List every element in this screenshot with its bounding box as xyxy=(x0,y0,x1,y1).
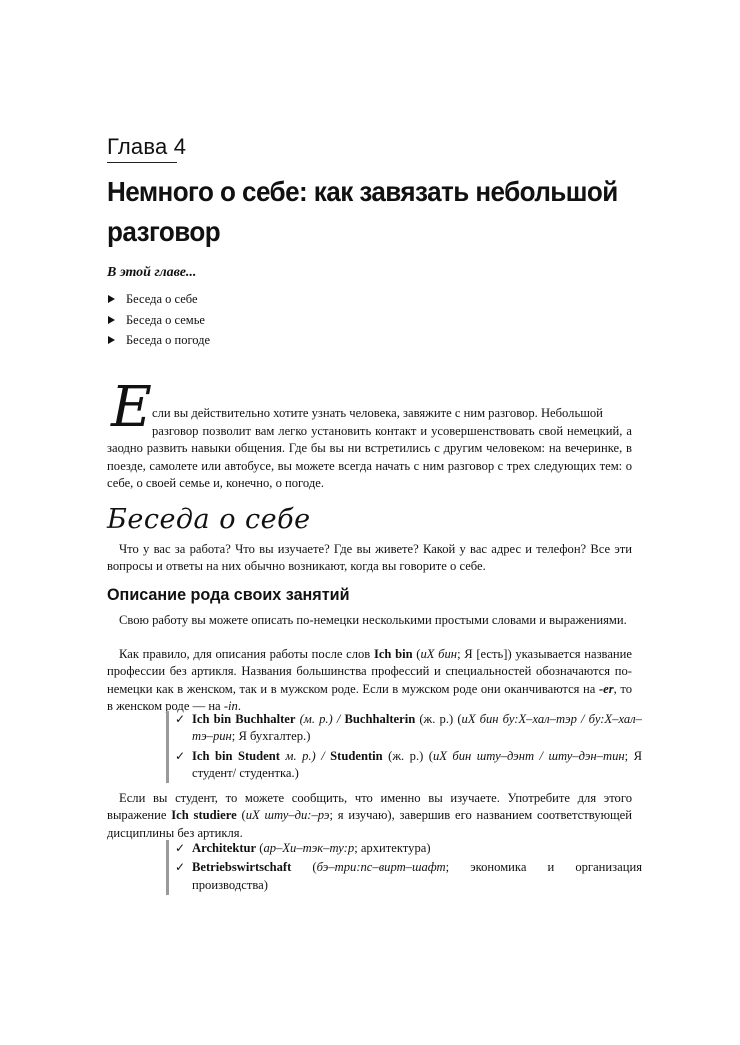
chapter-title: Немного о себе: как завязать небольшой разговор xyxy=(107,176,618,247)
in-chapter-heading: В этой главе... xyxy=(107,265,197,280)
examples-box-1 xyxy=(166,711,642,783)
check-icon: ✓ xyxy=(175,712,186,726)
subsection-title: Описание рода своих занятий xyxy=(107,585,350,604)
chapter-label: Глава 4 xyxy=(107,134,187,159)
paragraph-2: Как правило, для описания работы после слов Ich bin (иХ бин; Я [есть]) указывается название профессии без артикля. Названия большинства профессий и специальностей обозначаются по-немецки как в женском, так и в мужском роде. Если в мужском роде они оканчиваются на -er, то в женском роде — на -in. xyxy=(107,647,632,713)
check-icon: ✓ xyxy=(175,841,186,855)
check-icon: ✓ xyxy=(175,748,186,763)
arrow-bullet-icon xyxy=(108,336,115,344)
arrow-bullet-icon xyxy=(108,295,115,303)
intro-first-line: сли вы действительно хотите узнать человека, завяжите с ним разговор. Небольшой xyxy=(152,406,603,420)
list-item: Беседа о погоде xyxy=(108,330,508,351)
in-chapter-list xyxy=(108,289,508,351)
section-title: Беседа о себе xyxy=(107,504,311,535)
examples-box-2 xyxy=(166,840,642,895)
list-item: Беседа о себе xyxy=(108,289,508,310)
paragraph-3: Если вы студент, то можете сообщить, что именно вы изучаете. Употребите для этого выражение Ich studiere (иХ шту–ди:–рэ; я изучаю), завершив его названием соответствующей дисциплины без артикля. xyxy=(107,791,633,840)
list-item: Беседа о семье xyxy=(108,310,508,331)
drop-cap: Е xyxy=(111,375,152,440)
arrow-bullet-icon xyxy=(108,316,115,324)
example-item: ✓ Architektur (ар–Хи–тэк–ту:р; архитектура) xyxy=(175,840,642,857)
check-icon: ✓ xyxy=(175,860,186,875)
example-item: ✓ Ich bin Buchhalter (м. р.) / Buchhalterin (ж. р.) (иХ бин бу:Х–хал–тэр / бу:Х–хал–тэ–рин; Я бухгалтер.) xyxy=(175,711,642,746)
example-item: ✓ Ich bin Student м. р.) / Studentin (ж. р.) (иХ бин шту–дэнт / шту–дэн–тин; Я студент/ студентка.) xyxy=(175,748,642,783)
chapter-rule xyxy=(107,162,177,163)
intro-paragraph: разговор позволит вам легко установить контакт и усовершенствовать свой немецкий, а заодно развить навыки общения. Где бы вы ни встретились с другим человеком: на вечеринке, в поезде, самолете или автобусе, вы можете всегда начать с ним разговор с трех следующих тем: о себе, о своей семье и, конечно, о погоде. xyxy=(107,424,632,490)
paragraph-1: Свою работу вы можете описать по-немецки несколькими простыми словами и выражениями. xyxy=(119,613,627,627)
section-paragraph: Что у вас за работа? Что вы изучаете? Где вы живете? Какой у вас адрес и телефон? Все эти вопросы и ответы на них обычно возникают, когда вы говорите о себе. xyxy=(107,542,632,574)
example-item: ✓ Betriebswirtschaft (бэ–три:пс–вирт–шафт; экономика и организация производства) xyxy=(175,859,642,894)
